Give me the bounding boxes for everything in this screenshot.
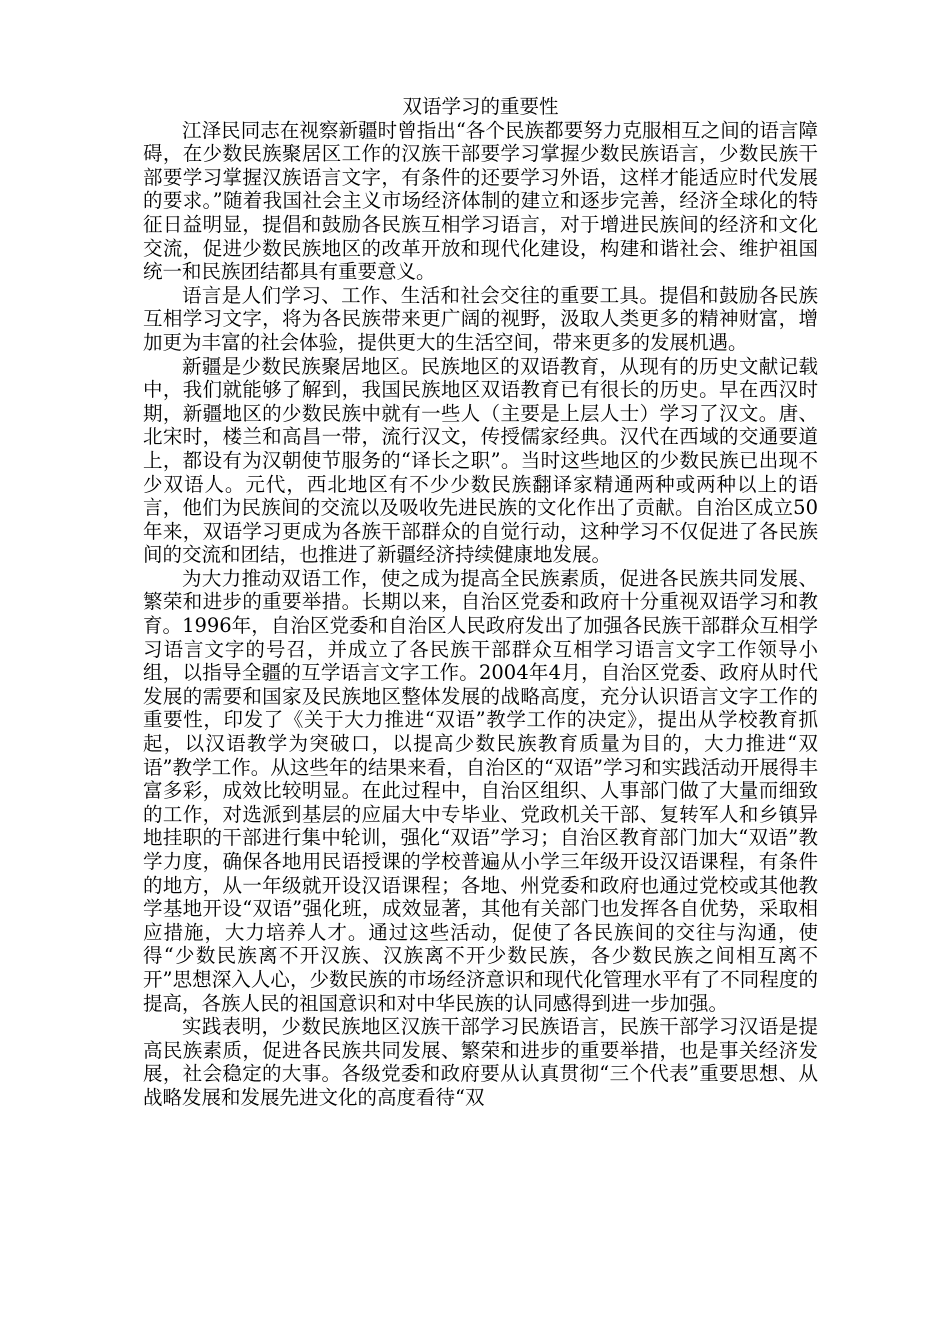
- paragraph-4: 为大力推动双语工作，使之成为提高全民族素质，促进各民族共同发展、繁荣和进步的重要举措。长期以来，自治区党委和政府十分重视双语学习和教育。1996年，自治区党委和自治区人民政府发出了加强各民族干部群众互相学习语言文字的号召，并成立了各民族干部群众互相学习语言文字工作领导小组，以指导全疆的互学语言文字工作。2004年4月，自治区党委、政府从时代发展的需要和国家及民族地区整体发展的战略高度，充分认识语言文字工作的重要性，印发了《关于大力推进“双语”教学工作的决定》，提出从学校教育抓起，以汉语教学为突破口，以提高少数民族教育质量为目的，大力推进“双语”教学工作。从这些年的结果来看，自治区的“双语”学习和实践活动开展得丰富多彩，成效比较明显。在此过程中，自治区组织、人事部门做了大量而细致的工作，对选派到基层的应届大中专毕业、党政机关干部、复转军人和乡镇异地挂职的干部进行集中轮训，强化“双语”学习；自治区教育部门加大“双语”教学力度，确保各地用民语授课的学校普遍从小学三年级开设汉语课程，有条件的地方，从一年级就开设汉语课程；各地、州党委和政府也通过党校或其他教学基地开设“双语”强化班，成效显著，其他有关部门也发挥各自优势，采取相应措施，大力培养人才。通过这些活动，促使了各民族间的交往与沟通，使得“少数民族离不开汉族、汉族离不开少数民族，各少数民族之间相互离不开”思想深入人心，少数民族的市场经济意识和现代化管理水平有了不同程度的提高，各族人民的祖国意识和对中华民族的认同感得到进一步加强。: [143, 566, 818, 1015]
- paragraph-1: 江泽民同志在视察新疆时曾指出“各个民族都要努力克服相互之间的语言障碍，在少数民族聚居区工作的汉族干部要学习掌握少数民族语言，少数民族干部要学习掌握汉族语言文字，有条件的还要学习外语，这样才能适应时代发展的要求。”随着我国社会主义市场经济体制的建立和逐步完善，经济全球化的特征日益明显，提倡和鼓励各民族互相学习语言，对于增进民族间的经济和文化交流，促进少数民族地区的改革开放和现代化建设，构建和谐社会、维护祖国统一和民族团结都具有重要意义。: [143, 118, 818, 284]
- paragraph-5: 实践表明，少数民族地区汉族干部学习民族语言，民族干部学习汉语是提高民族素质，促进各民族共同发展、繁荣和进步的重要举措，也是事关经济发展，社会稳定的大事。各级党委和政府要从认真贯彻“三个代表”重要思想、从战略发展和发展先进文化的高度看待“双: [143, 1015, 818, 1109]
- document-body: [143, 95, 818, 1110]
- paragraph-3: 新疆是少数民族聚居地区。民族地区的双语教育，从现有的历史文献记载中，我们就能够了解到，我国民族地区双语教育已有很长的历史。早在西汉时期，新疆地区的少数民族中就有一些人（主要是上层人士）学习了汉文。唐、北宋时，楼兰和高昌一带，流行汉文，传授儒家经典。汉代在西域的交通要道上，都设有为汉朝使节服务的“译长之职”。当时这些地区的少数民族已出现不少双语人。元代，西北地区有不少少数民族翻译家精通两种或两种以上的语言，他们为民族间的交流以及吸收先进民族的文化作出了贡献。自治区成立50年来，双语学习更成为各族干部群众的自觉行动，这种学习不仅促进了各民族间的交流和团结，也推进了新疆经济持续健康地发展。: [143, 354, 818, 567]
- paragraph-2: 语言是人们学习、工作、生活和社会交往的重要工具。提倡和鼓励各民族互相学习文字，将为各民族带来更广阔的视野，汲取人类更多的精神财富，增加更为丰富的社会体验，提供更大的生活空间，带来更多的发展机遇。: [143, 283, 818, 354]
- document-title: 双语学习的重要性: [402, 95, 559, 118]
